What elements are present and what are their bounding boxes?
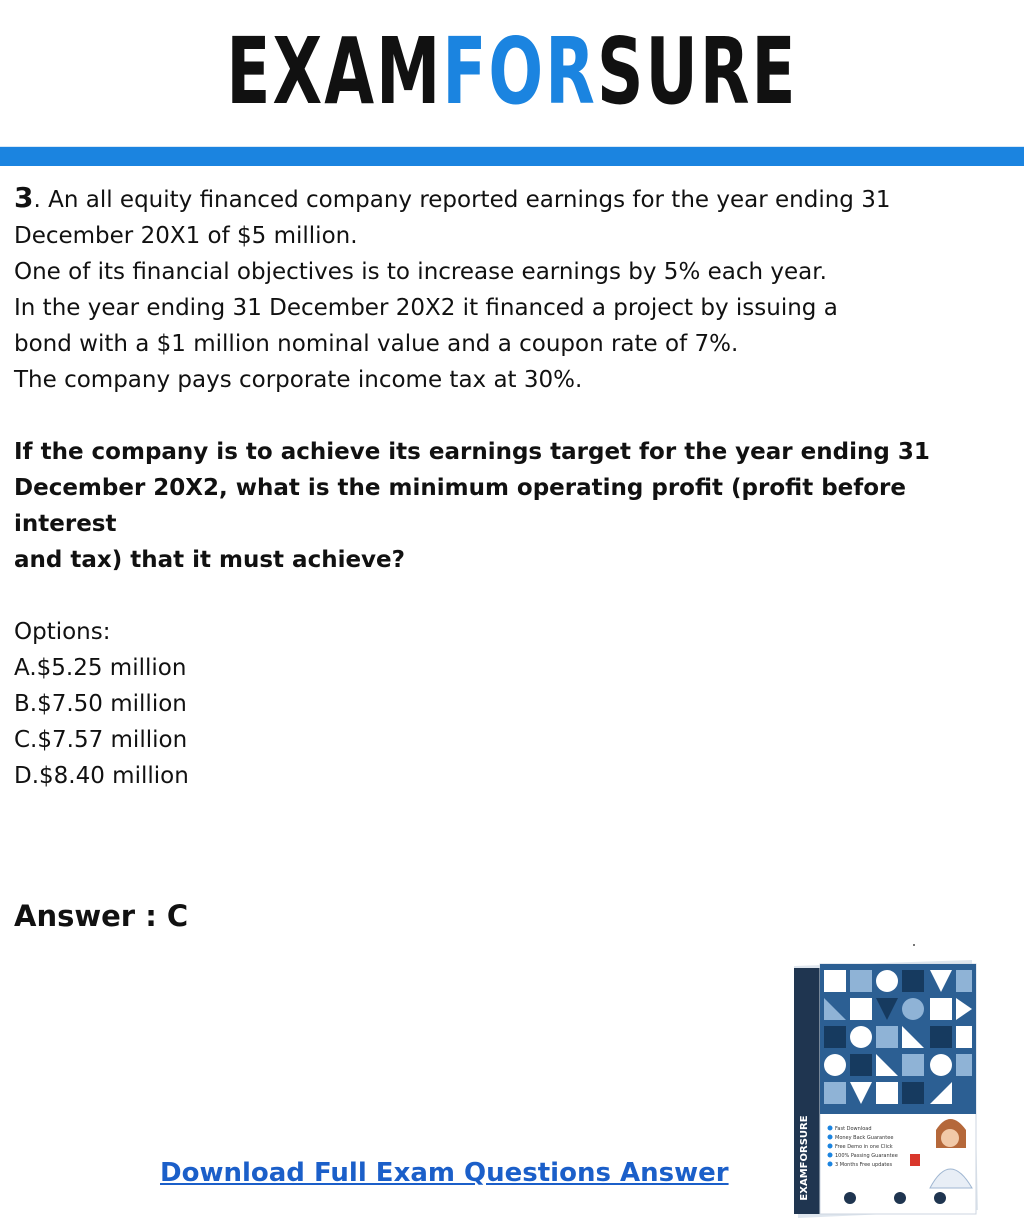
header-divider-highlight bbox=[0, 146, 1024, 147]
option-c: C.$7.57 million bbox=[14, 727, 188, 753]
prompt-line-3: and tax) that it must achieve? bbox=[14, 547, 405, 573]
question-line-6: The company pays corporate income tax at 30%. bbox=[14, 367, 583, 393]
option-d: D.$8.40 million bbox=[14, 763, 189, 789]
product-box-brand: EXAMFORSURE bbox=[799, 1115, 810, 1201]
product-feature-1: Fast Download bbox=[835, 1126, 872, 1132]
options-label: Options: bbox=[14, 619, 111, 645]
product-feature-5: 3 Months Free updates bbox=[835, 1162, 893, 1168]
product-feature-4: 100% Passing Guarantee bbox=[835, 1153, 898, 1159]
question-line-5: bond with a $1 million nominal value and a coupon rate of 7%. bbox=[14, 331, 739, 357]
question-text-1: . An all equity financed company reported earnings for the year ending 31 bbox=[33, 187, 891, 213]
question-number: 3 bbox=[14, 181, 34, 214]
question-line-4: In the year ending 31 December 20X2 it financed a project by issuing a bbox=[14, 295, 838, 321]
prompt-line-2: December 20X2, what is the minimum operating profit (profit before interest bbox=[14, 475, 907, 537]
question-line-3: One of its financial objectives is to increase earnings by 5% each year. bbox=[14, 259, 827, 285]
download-full-exam-link[interactable]: Download Full Exam Questions Answer bbox=[160, 1158, 729, 1188]
answer-text: Answer : C bbox=[14, 899, 189, 933]
product-box-image bbox=[790, 958, 980, 1220]
question-line-1 bbox=[14, 180, 1004, 218]
decorative-dot bbox=[913, 944, 915, 946]
product-feature-2: Money Back Guarantee bbox=[835, 1135, 894, 1141]
logo-part-for: FOR bbox=[442, 18, 597, 125]
header-divider-bar bbox=[0, 146, 1024, 166]
logo-part-sure: SURE bbox=[596, 18, 798, 125]
question-line-2: December 20X1 of $5 million. bbox=[14, 223, 358, 249]
examforsure-logo bbox=[154, 18, 871, 125]
prompt-line-1: If the company is to achieve its earnings target for the year ending 31 bbox=[14, 439, 930, 465]
product-feature-3: Free Demo in one Click bbox=[835, 1144, 893, 1150]
logo-part-exam: EXAM bbox=[226, 18, 443, 125]
question-content bbox=[14, 180, 1004, 794]
option-a: A.$5.25 million bbox=[14, 655, 187, 681]
option-b: B.$7.50 million bbox=[14, 691, 187, 717]
